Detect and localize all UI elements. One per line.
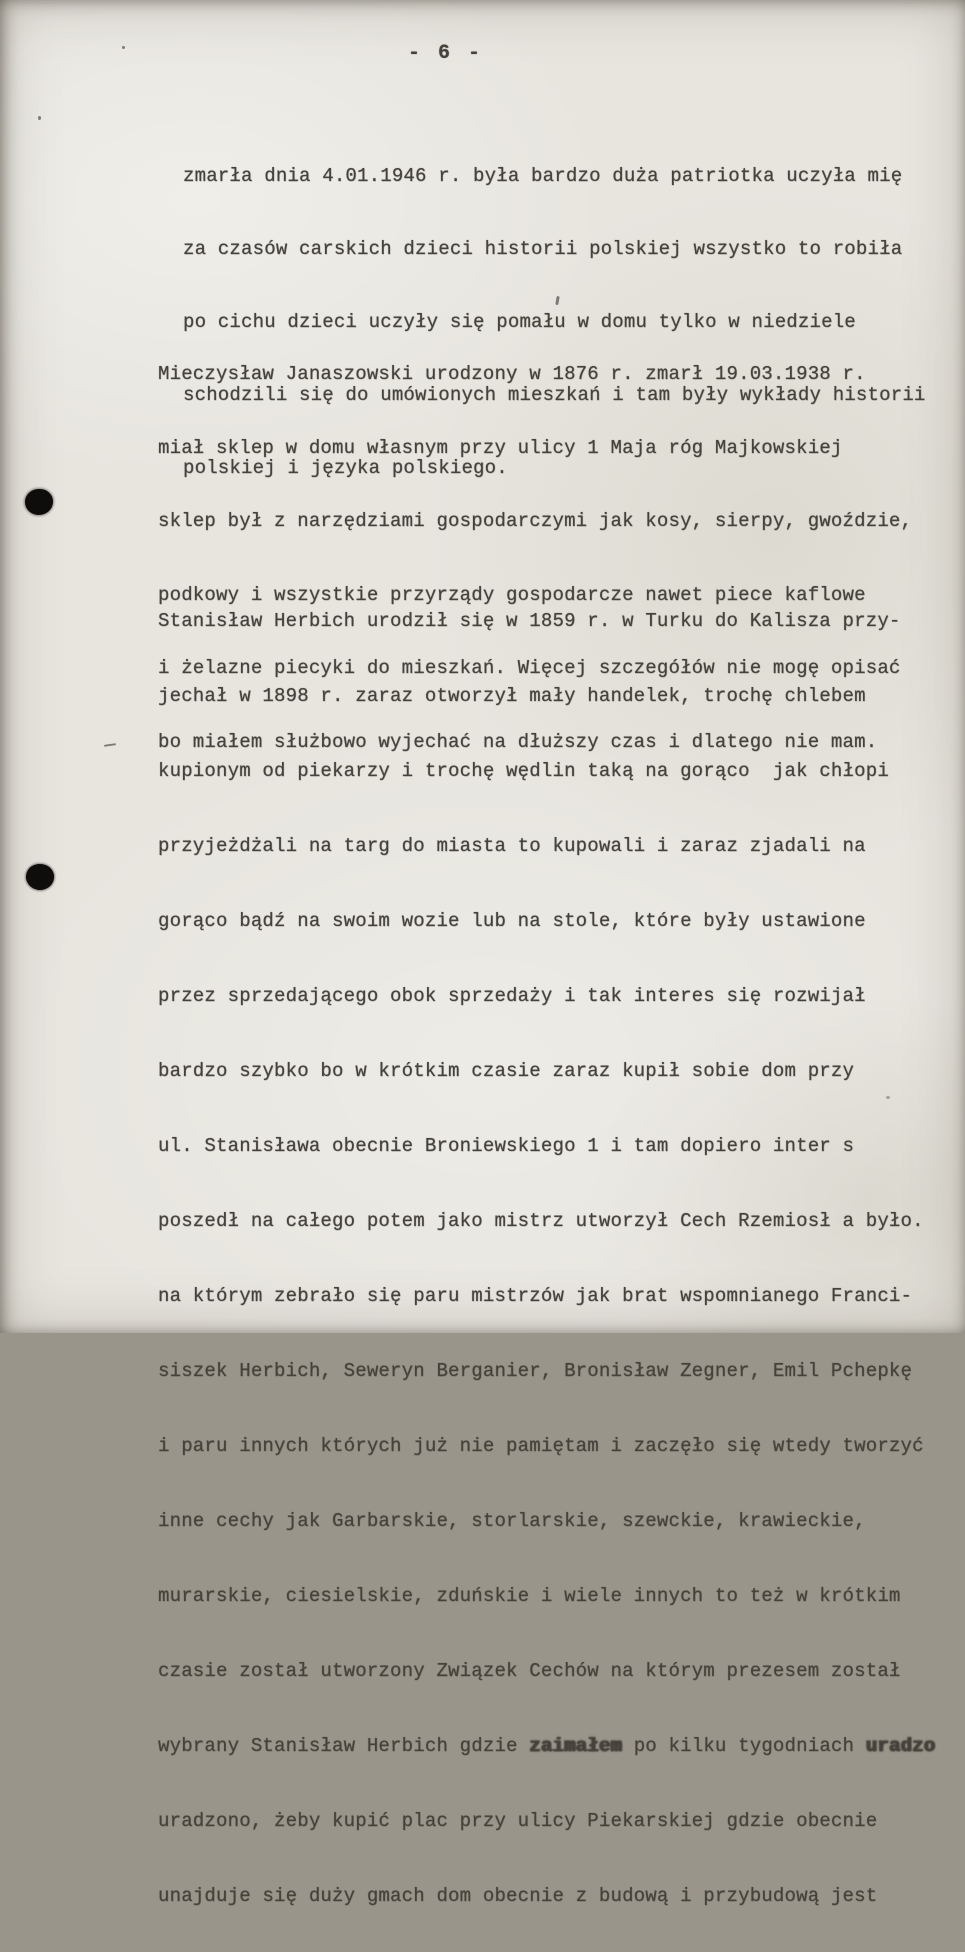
text-line: bardzo szybko bo w krótkim czasie zaraz kupił sobie dom przy (158, 1060, 855, 1082)
punch-hole-icon (24, 862, 55, 892)
overstruck-word: uradzo (865, 1735, 936, 1757)
text-line: unajduje się duży gmach dom obecnie z budową i przybudową jest (158, 1885, 878, 1907)
text-line: sklep był z narzędziami gospodarczymi jak kosy, sierpy, gwoździe, (158, 510, 913, 532)
text-line: ul. Stanisława obecnie Broniewskiego 1 i tam dopiero inter s (158, 1135, 855, 1157)
ink-speck (104, 743, 116, 747)
text-line: schodzili się do umówionych mieszkań i tam były wykłady historii (183, 384, 926, 406)
text-line: przyjeżdżali na targ do miasta to kupowali i zaraz zjadali na (158, 835, 866, 857)
text-line: miał sklep w domu własnym przy ulicy 1 Maja róg Majkowskiej (158, 436, 843, 459)
text-line: czasie został utworzony Związek Cechów na którym prezesem został (158, 1660, 901, 1682)
text-line: Stanisław Herbich urodził się w 1859 r. w Turku do Kalisza przy- (158, 610, 901, 632)
text-line: kupionym od piekarzy i trochę wędlin taką na gorąco jak chłopi (158, 760, 889, 782)
text-line: uradzono, żeby kupić plac przy ulicy Piekarskiej gdzie obecnie (158, 1810, 878, 1832)
punch-hole-icon (25, 489, 53, 515)
page-number: - 6 - (408, 42, 484, 65)
text-line: siszek Herbich, Seweryn Berganier, Bronisław Zegner, Emil Pchepkę (158, 1360, 913, 1382)
text-line: zmarła dnia 4.01.1946 r. była bardzo duża patriotka uczyła mię (183, 165, 903, 187)
text-line: gorąco bądź na swoim wozie lub na stole, które były ustawione (158, 910, 866, 932)
text-line-with-overstrike (158, 1727, 935, 1766)
text-line: na którym zebrało się paru mistrzów jak brat wspomnianego Franci- (158, 1285, 913, 1307)
overstruck-word: zaimałem (529, 1735, 623, 1757)
text-line: jechał w 1898 r. zaraz otworzył mały handelek, trochę chlebem (158, 685, 866, 707)
text-line: murarskie, ciesielskie, zduńskie i wiele innych to też w krótkim (158, 1585, 901, 1607)
text-line: podkowy i wszystkie przyrządy gospodarcze nawet piece kaflowe (158, 583, 866, 606)
text-line: poszedł na całego potem jako mistrz utworzył Cech Rzemiosł a było. (158, 1210, 924, 1232)
paragraph-3 (158, 566, 935, 1952)
text-segment: wybrany Stanisław Herbich gdzie (158, 1735, 530, 1757)
text-line: i paru innych których już nie pamiętam i zaczęło się wtedy tworzyć (158, 1435, 924, 1457)
text-line: bo miałem służbowo wyjechać na dłuższy czas i dlatego nie mam. (158, 730, 878, 753)
text-line: Mieczysław Janaszowski urodzony w 1876 r. zmarł 19.03.1938 r. (158, 363, 866, 385)
text-line: po cichu dzieci uczyły się pomału w domu tylko w niedziele (183, 311, 856, 333)
text-line: i żelazne piecyki do mieszkań. Więcej szczegółów nie mogę opisać (158, 657, 901, 679)
text-segment: po kilku tygodniach (622, 1735, 866, 1757)
ink-speck (38, 116, 41, 120)
text-line: polskiej i języka polskiego. (183, 457, 508, 479)
text-line: inne cechy jak Garbarskie, storlarskie, szewckie, krawieckie, (158, 1510, 866, 1532)
text-line: przez sprzedającego obok sprzedaży i tak interes się rozwijał (158, 985, 866, 1007)
text-line: za czasów carskich dzieci historii polskiej wszystko to robiła (183, 238, 903, 260)
ink-speck (122, 46, 125, 49)
